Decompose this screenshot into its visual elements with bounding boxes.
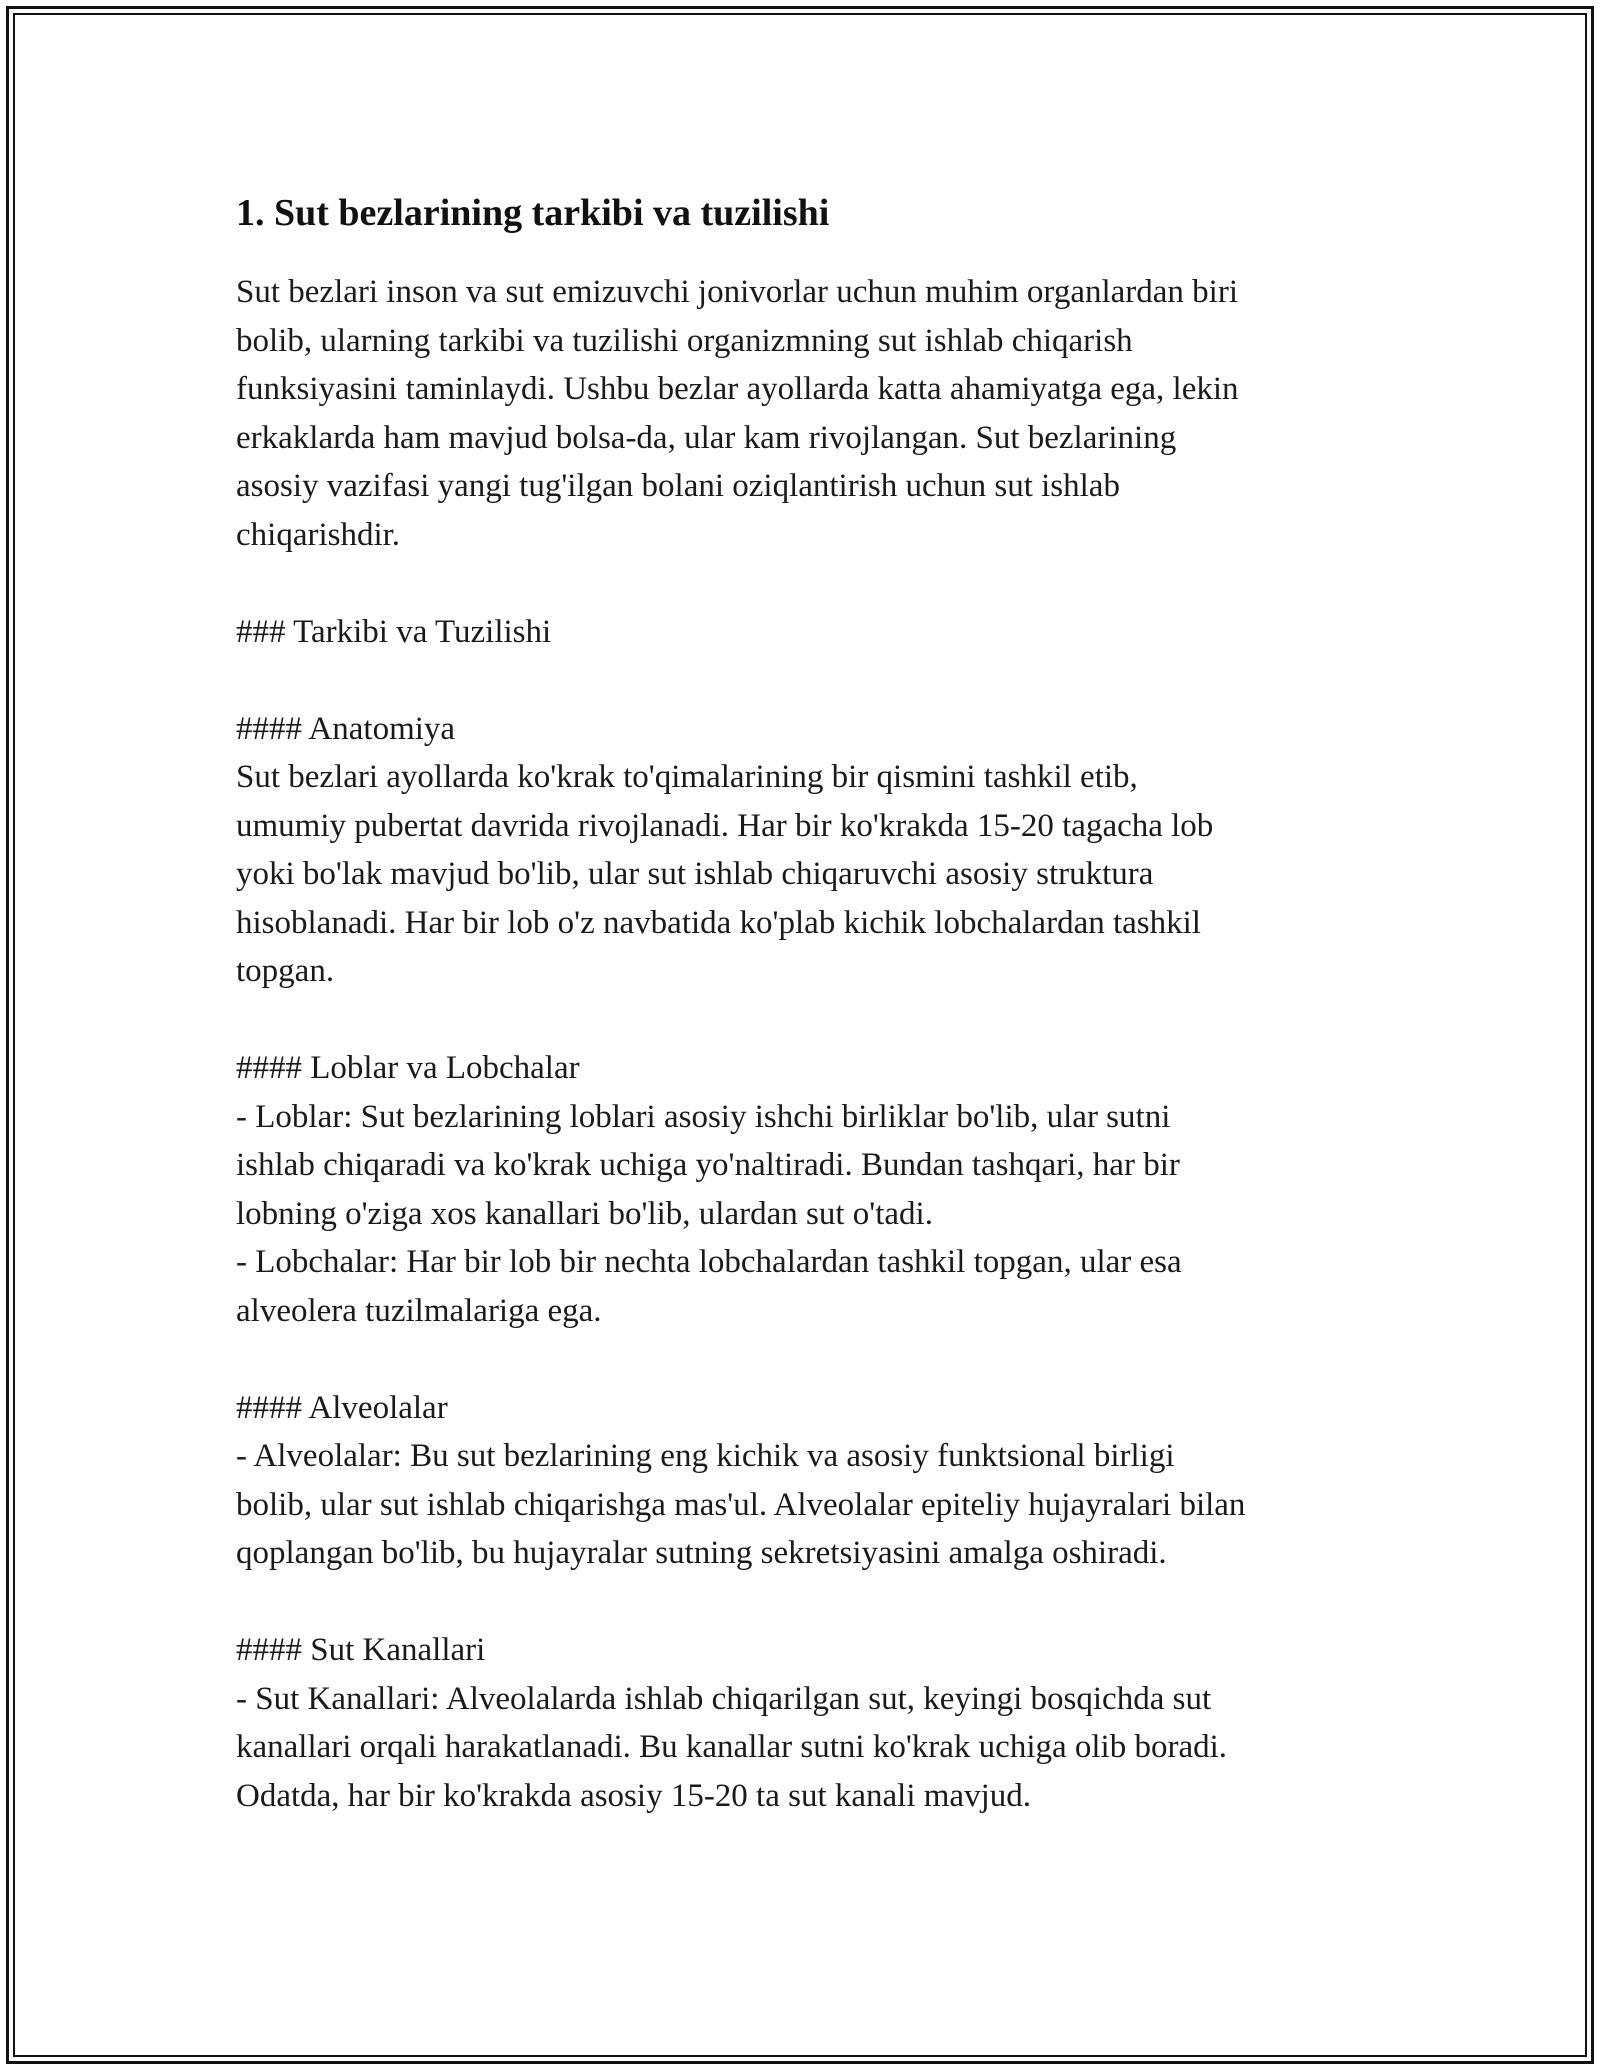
text-line: qoplangan bo'lib, bu hujayralar sutning sekretsiyasini amalga oshiradi. xyxy=(236,1535,1167,1571)
text-line: - Sut Kanallari: Alveolalarda ishlab chiqarilgan sut, keyingi bosqichda sut xyxy=(236,1680,1212,1717)
blank-line xyxy=(236,559,1376,608)
text-line: hisoblanadi. Har bir lob o'z navbatida ko'plab kichik lobchalardan tashkil xyxy=(236,904,1201,941)
subsection-heading-lobes: #### Loblar va Lobchalar xyxy=(236,1050,580,1086)
document-title: 1. Sut bezlarining tarkibi va tuzilishi xyxy=(236,192,830,234)
blank-line xyxy=(236,1335,1376,1384)
text-line: erkaklarda ham mavjud bolsa-da, ular kam rivojlangan. Sut bezlarining xyxy=(236,419,1177,456)
text-line: - Loblar: Sut bezlarining loblari asosiy ishchi birliklar bo'lib, ular sutni xyxy=(236,1098,1171,1135)
text-line: umumiy pubertat davrida rivojlanadi. Har bir ko'krakda 15-20 tagacha lob xyxy=(236,807,1214,844)
text-line: lobning o'ziga xos kanallari bo'lib, ulardan sut o'tadi. xyxy=(236,1195,933,1232)
document-body xyxy=(236,186,1376,1820)
subsection-heading-anatomy: #### Anatomiya xyxy=(236,710,456,747)
text-line: funksiyasini taminlaydi. Ushbu bezlar ayollarda katta ahamiyatga ega, lekin xyxy=(236,371,1239,407)
text-line: - Lobchalar: Har bir lob bir nechta lobchalardan tashkil topgan, ular esa xyxy=(236,1244,1182,1280)
blank-line xyxy=(236,656,1376,705)
text-line: chiqarishdir. xyxy=(236,516,401,553)
blank-line xyxy=(236,996,1376,1045)
blank-line xyxy=(236,1578,1376,1627)
text-line: kanallari orqali harakatlanadi. Bu kanallar sutni ko'krak uchiga olib boradi. xyxy=(236,1729,1228,1765)
text-line: Sut bezlari inson va sut emizuvchi jonivorlar uchun muhim organlardan biri xyxy=(236,274,1239,310)
text-line: Sut bezlari ayollarda ko'krak to'qimalarining bir qismini tashkil etib, xyxy=(236,759,1138,795)
text-line: bolib, ular sut ishlab chiqarishga mas'ul. Alveolalar epiteliy hujayralari bilan xyxy=(236,1486,1246,1523)
text-line: yoki bo'lak mavjud bo'lib, ular sut ishlab chiqaruvchi asosiy struktura xyxy=(236,856,1154,892)
text-line: bolib, ularning tarkibi va tuzilishi organizmning sut ishlab chiqarish xyxy=(236,322,1133,359)
section-heading: ### Tarkibi va Tuzilishi xyxy=(236,613,552,650)
subsection-heading-alveoli: #### Alveolalar xyxy=(236,1389,448,1426)
subsection-heading-ducts: #### Sut Kanallari xyxy=(236,1632,486,1668)
intro-paragraph xyxy=(236,268,1376,1820)
text-line: Odatda, har bir ko'krakda asosiy 15-20 ta sut kanali mavjud. xyxy=(236,1777,1031,1814)
text-line: topgan. xyxy=(236,953,335,989)
text-line: alveolera tuzilmalariga ega. xyxy=(236,1292,602,1329)
text-line: - Alveolalar: Bu sut bezlarining eng kichik va asosiy funktsional birligi xyxy=(236,1438,1175,1474)
text-line: ishlab chiqaradi va ko'krak uchiga yo'naltiradi. Bundan tashqari, har bir xyxy=(236,1147,1180,1183)
text-line: asosiy vazifasi yangi tug'ilgan bolani oziqlantirish uchun sut ishlab xyxy=(236,468,1120,504)
